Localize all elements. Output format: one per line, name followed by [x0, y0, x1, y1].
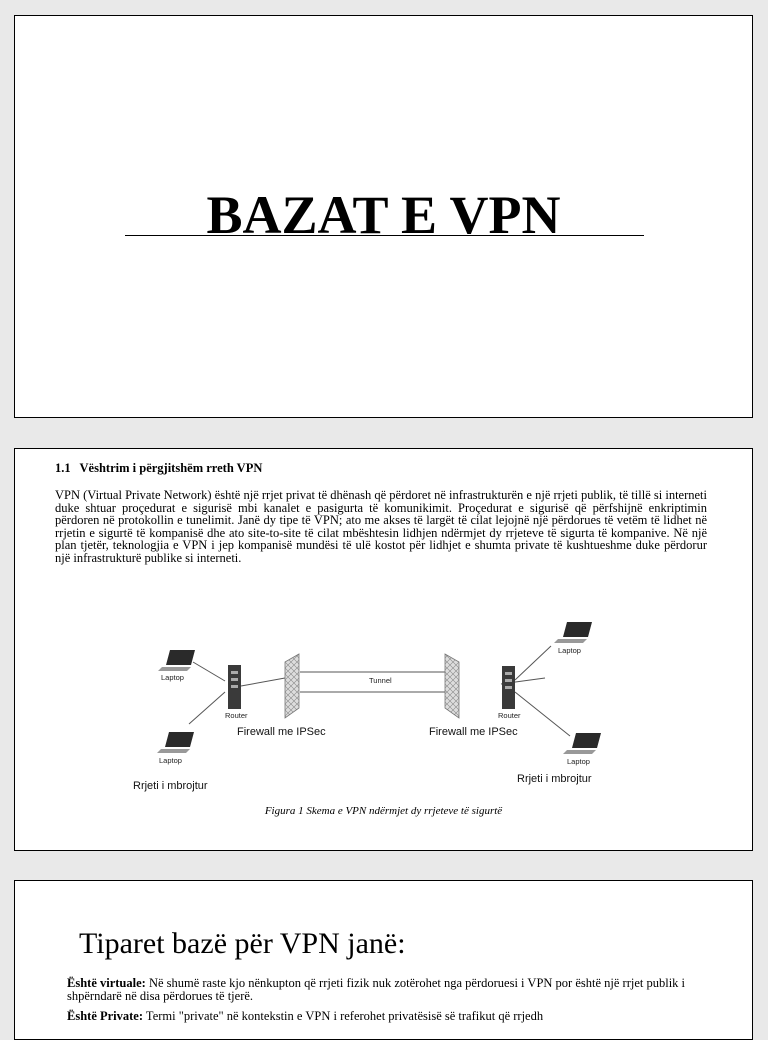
network-label-right: Rrjeti i mbrojtur — [517, 773, 592, 785]
tunnel-label: Tunnel — [369, 676, 392, 685]
router-icon — [498, 666, 521, 720]
svg-text:Laptop: Laptop — [161, 673, 184, 682]
feature-item — [67, 977, 717, 1003]
page-title: BAZAT E VPN — [206, 185, 561, 245]
feature-text: Termi "private" në kontekstin e VPN i referohet privatësisë së trafikut që rrjedh — [143, 1009, 544, 1023]
slide-title: Tiparet bazë për VPN janë: — [79, 927, 406, 960]
feature-text: Në shumë raste kjo nënkupton që rrjeti fizik nuk zotërohet nga përdoruesi i VPN por është një rrjet publik i shpërndarë në disa përdorues të tjerë. — [67, 976, 686, 1003]
vpn-diagram — [15, 614, 753, 804]
features-slide — [14, 880, 753, 1040]
svg-text:Router: Router — [498, 711, 521, 720]
svg-text:Router: Router — [225, 711, 248, 720]
section-title: Vështrim i përgjitshëm rreth VPN — [79, 461, 263, 475]
section-heading — [55, 461, 262, 476]
svg-text:Firewall me IPSec: Firewall me IPSec — [429, 726, 518, 738]
firewall-icon — [237, 654, 326, 738]
network-label-left: Rrjeti i mbrojtur — [133, 780, 208, 792]
laptop-icon — [157, 732, 194, 765]
paragraph-text: VPN (Virtual Private Network) është një rrjet privat të dhënash që përdoret në infrastrukturën e një rrjeti publik, të tillë si interneti duke shtuar proçedurat e sigurisë mbi kanalet e pasigurta të komunikimit. Proçedurat e sigurisë që përfshijnë enkriptimin përdoren në protokollin e tunelimit. Janë dy tipe të VPN; ato me akses të largët të cilat lejojnë një përdorues të vetëm të lidhet në rrjetin e sigurtë të kompanisë dhe ato site-to-site të cilat mbështesin lidhjen ndërmjet dy rrjeteve të sigurta të kompanive. Në një plan tjetër, teknologjia e VPN i jep kompanisë mundësi të ulë kostot për lidhjet e shumta private të kushtueshme duke përdorur një infrastrukturë publike si interneti. — [55, 488, 707, 565]
feature-list — [67, 977, 717, 1030]
svg-text:Laptop: Laptop — [159, 756, 182, 765]
title-underline — [125, 235, 644, 236]
section-paragraph — [55, 489, 707, 564]
svg-text:Firewall me IPSec: Firewall me IPSec — [237, 726, 326, 738]
router-icon — [225, 665, 248, 720]
feature-term: Është Private: — [67, 1009, 144, 1023]
svg-text:Laptop: Laptop — [567, 757, 590, 766]
section-number: 1.1 — [55, 461, 71, 475]
feature-item — [67, 1010, 717, 1023]
laptop-icon — [563, 733, 601, 766]
feature-term: Është virtuale: — [67, 976, 146, 990]
svg-text:Laptop: Laptop — [558, 646, 581, 655]
laptop-icon — [554, 622, 592, 655]
title-slide — [14, 15, 753, 418]
figure-caption: Figura 1 Skema e VPN ndërmjet dy rrjeteve të sigurtë — [264, 805, 503, 817]
overview-slide — [14, 448, 753, 851]
laptop-icon — [158, 650, 195, 682]
